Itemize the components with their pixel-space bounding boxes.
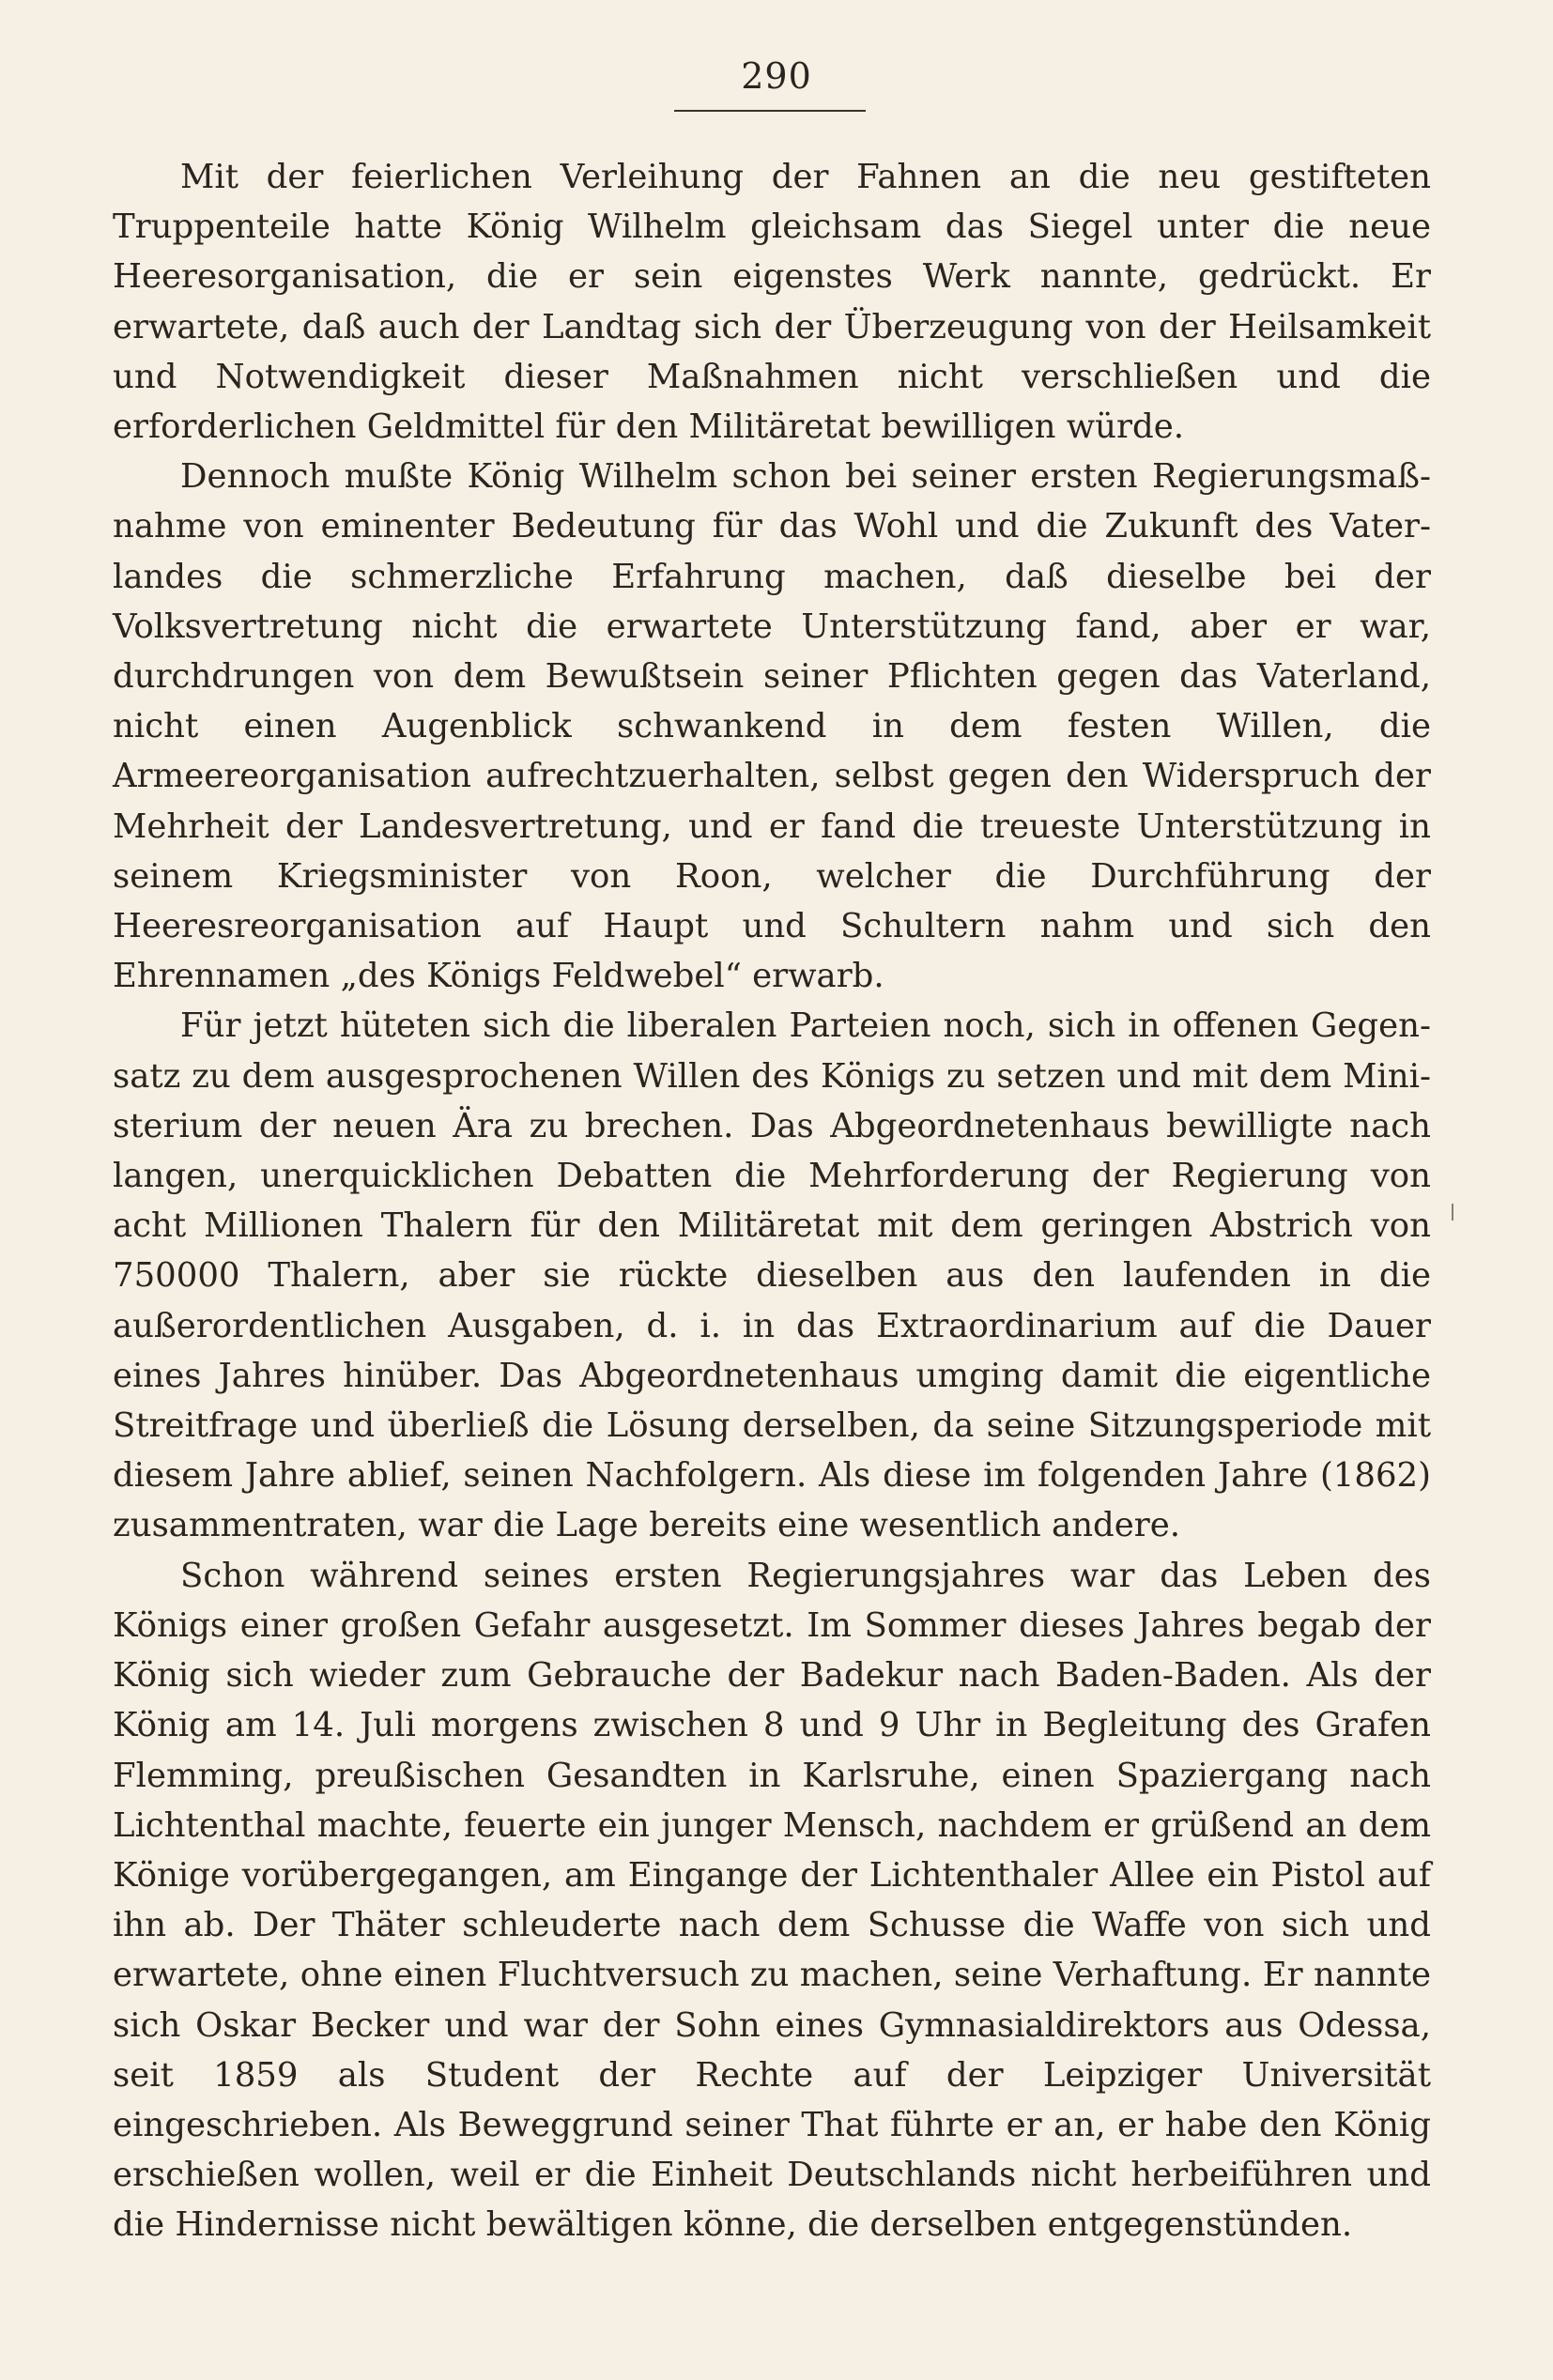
paragraph-2: Dennoch mußte König Wilhelm schon bei seiner ersten Regierungsmaßnahme von eminenter Bedeutung für das Wohl und die Zukunft des Vaterlandes die schmerzliche Erfahrung machen, daß dieselbe bei der Volksvertretung nicht die erwartete Unterstützung fand, aber er war, durchdrungen von dem Bewußtsein seiner Pflichten gegen das Vaterland, nicht einen Augenblick schwankend in dem festen Willen, die Armeereorganisation aufrechtzuerhalten, selbst gegen den Widerspruch der Mehrheit der Landesvertretung, und er fand die treueste Unterstützung in seinem Kriegsminister von Roon, welcher die Durchführung der Heeresreorganisation auf Haupt und Schultern nahm und sich den Ehrennamen „des Königs Feldwebel“ erwarb. xyxy=(113,457,1431,996)
paragraph-3: Für jetzt hüteten sich die liberalen Parteien noch, sich in offenen Gegensatz zu dem ausgesprochenen Willen des Königs zu setzen und mit dem Ministerium der neuen Ära zu brechen. Das Abgeordnetenhaus bewilligte nach langen, unerquicklichen Debatten die Mehrforderung der Regierung von acht Millionen Thalern für den Militäretat mit dem geringen Abstrich von 750000 Thalern, aber sie rückte dieselben aus den laufenden in die außerordentlichen Ausgaben, d. i. in das Extraordinarium auf die Dauer eines Jahres hinüber. Das Abgeordnetenhaus umging damit die eigentliche Streitfrage und überließ die Lösung derselben, da seine Sitzungsperiode mit diesem Jahre ablief, seinen Nachfolgern. Als diese im folgenden Jahre (1862) zusammentraten, war die Lage bereits eine wesentlich andere. xyxy=(113,1006,1431,1545)
body-text xyxy=(113,152,1431,2250)
page-number: 290 xyxy=(741,55,812,97)
paragraph-1: Mit der feierlichen Verleihung der Fahnen an die neu gestifteten Truppenteile hatte König Wilhelm gleichsam das Siegel unter die neue Heeresorganisation, die er sein eigenstes Werk nannte, gedrückt. Er erwartete, daß auch der Landtag sich der Überzeugung von der Heilsamkeit und Notwendigkeit dieser Maßnahmen nicht verschließen und die erforderlichen Geldmittel für den Militäretat bewilligen würde. xyxy=(113,158,1431,447)
paragraph-4: Schon während seines ersten Regierungsjahres war das Leben des Königs einer großen Gefahr ausgesetzt. Im Sommer dieses Jahres begab der König sich wieder zum Gebrauche der Badekur nach Baden-Baden. Als der König am 14. Juli morgens zwischen 8 und 9 Uhr in Begleitung des Grafen Flemming, preußischen Gesandten in Karlsruhe, einen Spaziergang nach Lichtenthal machte, feuerte ein junger Mensch, nachdem er grüßend an dem Könige vorübergegangen, am Eingange der Lichtenthaler Allee ein Pistol auf ihn ab. Der Thäter schleuderte nach dem Schusse die Waffe von sich und erwartete, ohne einen Fluchtversuch zu machen, seine Verhaftung. Er nannte sich Oskar Becker und war der Sohn eines Gymnasialdirektors aus Odessa, seit 1859 als Student der Rechte auf der Leipziger Universität eingeschrieben. Als Beweggrund seiner That führte er an, er habe den König erschießen wollen, weil er die Einheit Deutschlands nicht herbeiführen und die Hindernisse nicht bewältigen könne, die derselben entgegenstünden. xyxy=(113,1556,1431,2245)
margin-mark xyxy=(1452,1204,1453,1221)
header-rule xyxy=(674,110,866,112)
